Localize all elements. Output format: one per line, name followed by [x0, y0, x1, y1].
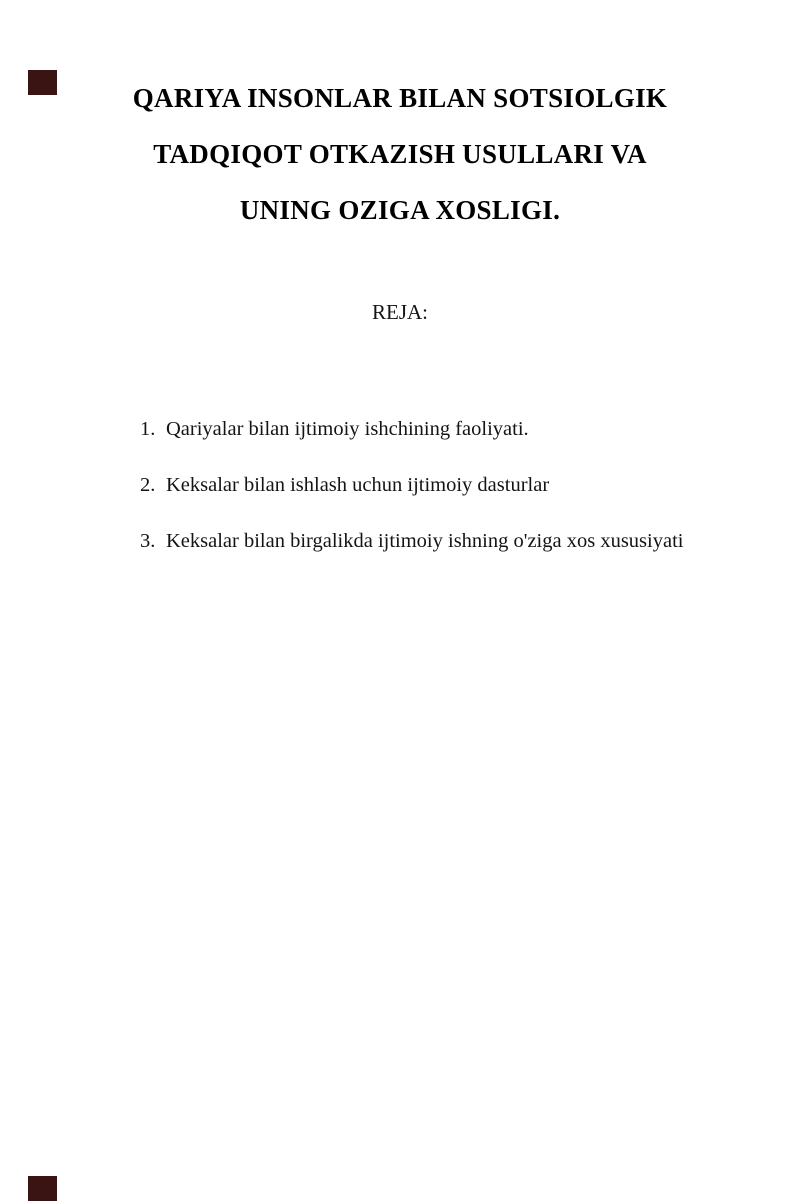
plan-list	[140, 401, 688, 569]
document-page	[0, 70, 800, 1201]
list-item-text: Keksalar bilan ishlash uchun ijtimoiy dasturlar	[166, 474, 550, 496]
list-item	[140, 457, 688, 513]
list-item-number: 2.	[140, 474, 156, 496]
title-line-3: UNING OZIGA XOSLIGI.	[239, 195, 561, 225]
list-item	[140, 401, 688, 457]
list-item-number: 3.	[140, 530, 156, 552]
title-line-1: QARIYA INSONLAR BILAN SOTSIOLGIK	[132, 83, 668, 113]
list-item-text: Keksalar bilan birgalikda ijtimoiy ishning o'ziga xos xususiyati	[166, 530, 684, 552]
list-item-text: Qariyalar bilan ijtimoiy ishchining faoliyati.	[166, 418, 529, 440]
list-item	[140, 513, 688, 569]
page-edge-mark-top	[28, 70, 57, 95]
list-item-number: 1.	[140, 418, 156, 440]
document-title	[55, 70, 745, 238]
page-edge-mark-bottom	[28, 1176, 57, 1201]
section-label-reja: REJA:	[371, 300, 428, 324]
title-line-2: TADQIQOT OTKAZISH USULLARI VA	[153, 139, 647, 169]
